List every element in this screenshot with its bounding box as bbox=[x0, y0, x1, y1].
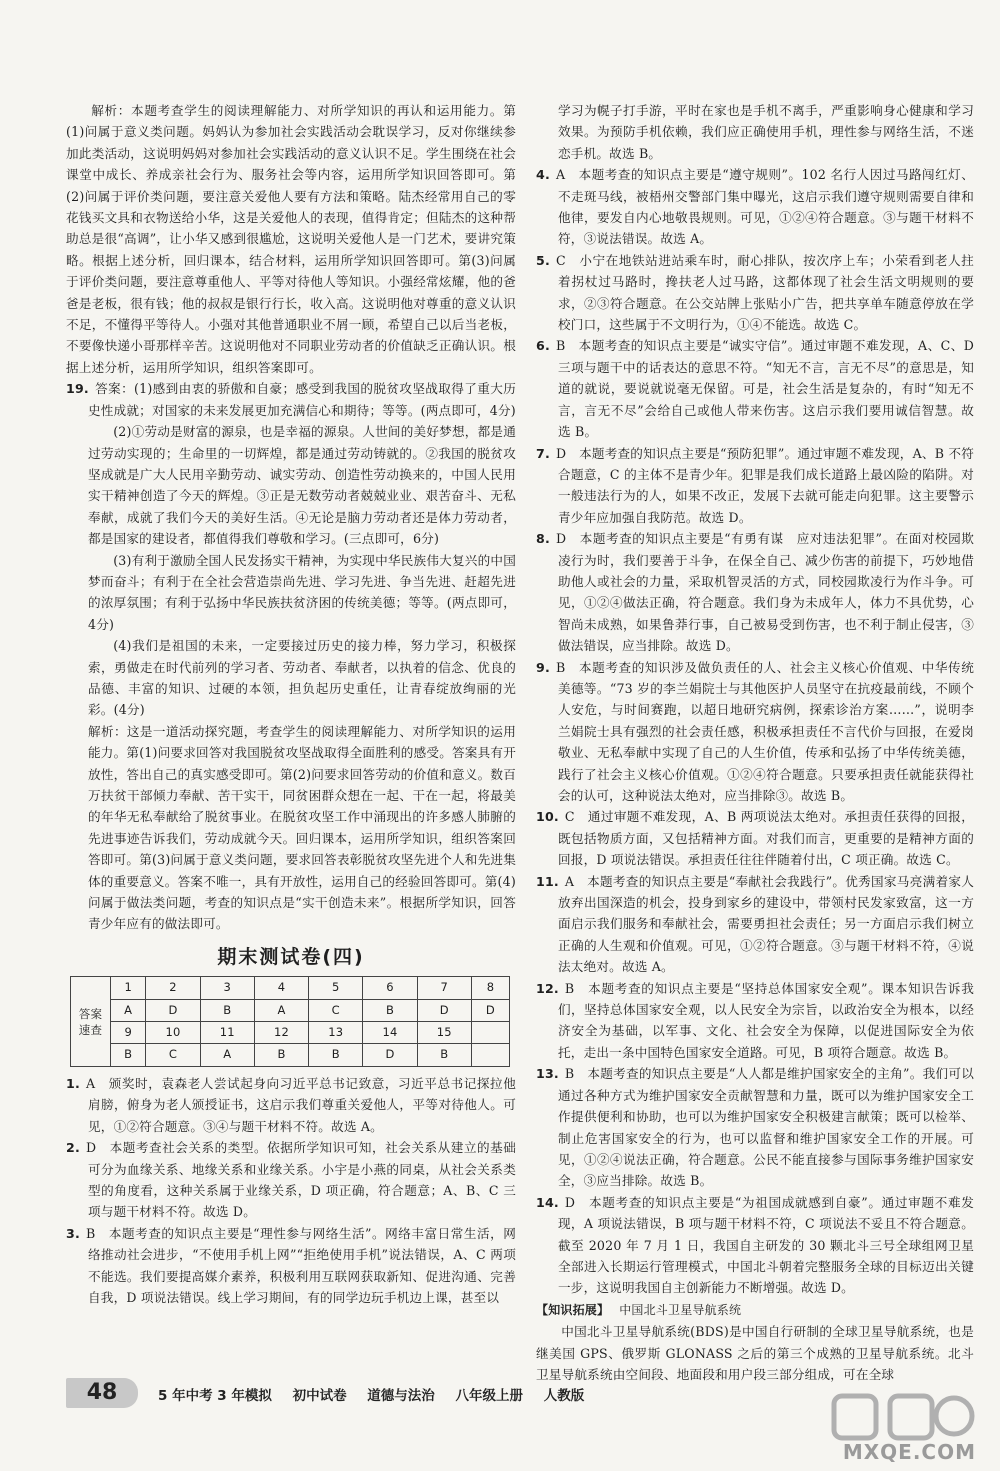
question-2 bbox=[66, 1137, 516, 1223]
table-cell: 2 bbox=[146, 977, 200, 999]
question-8 bbox=[536, 528, 974, 656]
question-text: D 本题考查社会关系的类型。依据所学知识可知，社会关系从建立的基础可分为血缘关系、地缘关系和业缘关系。小宇是小燕的同桌，从社会关系类型的角度看，这种关系属于业缘关系，D 项正确，符合题意；A、B、C 三项与题干材料不符。故选 D。 bbox=[85, 1140, 516, 1220]
question-text: B 本题考查的知识点主要是“坚持总体国家安全观”。课本知识告诉我们，坚持总体国家安全观，以人民安全为宗旨，以政治安全为根本，以经济安全为基础，以军事、文化、社会安全为保障，以促进国际安全为依托，走出一条中国特色国家安全道路。可见，B 项符合题意。故选 B。 bbox=[558, 980, 974, 1060]
table-cell: 7 bbox=[417, 977, 471, 999]
table-cell: B bbox=[254, 1044, 308, 1066]
footer-subject: 道德与法治 bbox=[367, 1388, 435, 1404]
table-row bbox=[71, 1022, 510, 1044]
knowledge-extension-text: 中国北斗卫星导航系统(BDS)是中国自行研制的全球卫星导航系统，也是继美国 GPS、俄罗斯 GLONASS 之后的第三个成熟的卫星导航系统。北斗卫星导航系统由空间段、地面段和用户段三部分组成，可在全球 bbox=[536, 1324, 974, 1382]
section-title: 期末测试卷(四) bbox=[217, 945, 365, 968]
question-number: 12. bbox=[536, 980, 559, 996]
table-cell: 12 bbox=[254, 1022, 308, 1044]
table-row bbox=[71, 1044, 510, 1066]
footer-grade: 八年级上册 bbox=[455, 1388, 523, 1404]
footer-series: 5 年中考 3 年模拟 bbox=[158, 1388, 272, 1404]
question-4 bbox=[536, 164, 974, 250]
question-13 bbox=[536, 1063, 974, 1191]
question-number: 4. bbox=[536, 167, 550, 183]
question-number: 13. bbox=[536, 1066, 559, 1082]
question-number: 11. bbox=[536, 873, 559, 889]
question-number: 10. bbox=[536, 809, 559, 825]
table-cell: 3 bbox=[200, 977, 254, 999]
question-9 bbox=[536, 657, 974, 807]
question-10 bbox=[536, 806, 974, 870]
question-12 bbox=[536, 978, 974, 1064]
question-text: B 本题考查的知识点主要是“诚实守信”。通过审题不难发现，A、C、D 三项与题干中的话表达的意思不符。“知无不言，言无不尽”的意思是，知道的就说，要说就说毫无保留。可是，社会生活是复杂的，有时“知无不言，言无不尽”会给自己或他人带来伤害。这启示我们要用诚信智慧。故选 B。 bbox=[555, 338, 974, 440]
question-number: 6. bbox=[536, 338, 550, 354]
footer-level: 初中试卷 bbox=[292, 1388, 347, 1404]
question-1 bbox=[66, 1073, 516, 1137]
q19-answer-4: (4)我们是祖国的未来，一定要接过历史的接力棒，努力学习，积极探索，勇做走在时代前列的学习者、劳动者、奉献者，以执着的信念、优良的品德、丰富的知识、过硬的本领，担负起历史重任，让青春绽放绚丽的光彩。(4分) bbox=[88, 638, 516, 718]
table-cell: 5 bbox=[309, 977, 363, 999]
page-number: 48 bbox=[66, 1378, 138, 1408]
knowledge-extension-title: 中国北斗卫星导航系统 bbox=[619, 1302, 742, 1317]
table-cell: 14 bbox=[363, 1022, 417, 1044]
question-number: 3. bbox=[66, 1225, 80, 1241]
question-number: 8. bbox=[536, 531, 550, 547]
question-text: D 本题考查的知识点主要是“预防犯罪”。通过审题不难发现，A、B 不符合题意，C 的主体不是青少年。犯罪是我们成长道路上最凶险的陷阱。对一般违法行为的人，如果不改正，发展下去就可能走向犯罪。这主要警示青少年应加强自我防范。故选 D。 bbox=[555, 445, 974, 525]
table-cell: B bbox=[363, 999, 417, 1021]
table-cell: 11 bbox=[200, 1022, 254, 1044]
question-text: B 本题考查的知识点主要是“理性参与网络生活”。网络丰富日常生活，网络推动社会进步，“不使用手机上网”“拒绝使用手机”说法错误，A、C 两项不能选。我们要提高媒介素养，积极利用互联网获取新知、促进沟通、完善自我，D 项说法错误。线上学习期间，有的同学边玩手机边上课，甚至以 bbox=[85, 1225, 516, 1305]
question-text: C 小宁在地铁站进站乘车时，耐心排队，按次序上车；小荣看到老人拄着拐杖过马路时，搀扶老人过马路，这都体现了社会生活文明规则的要求，②③符合题意。在公交站牌上张贴小广告，把共享单车随意停放在学校门口，这些属于不文明行为，①④不能选。故选 C。 bbox=[555, 252, 974, 333]
knowledge-extension-tag: 【知识拓展】 bbox=[536, 1302, 610, 1317]
table-cell: B bbox=[200, 999, 254, 1021]
table-cell: A bbox=[111, 999, 146, 1021]
question-number: 9. bbox=[536, 659, 550, 675]
question-7 bbox=[536, 443, 974, 529]
question-text: A 本题考查的知识点主要是“奉献社会我践行”。优秀国家马亮满着家人放弃出国深造的机会，投身到家乡的建设中，带领村民发家致富，这一方面启示我们服务和奉献社会，需要勇担社会责任；另一方面启示我们树立正确的人生观和价值观。可见，①②符合题意。③与题干材料不符，④说法太绝对。故选 A。 bbox=[558, 873, 974, 975]
table-cell: 15 bbox=[417, 1022, 471, 1044]
q19-answer-1: 答案：(1)感到由衷的骄傲和自豪；感受到我国的脱贫攻坚战取得了重大历史性成就；对国家的未来发展更加充满信心和期待；等等。(两点即可，4分) bbox=[88, 381, 516, 418]
table-cell bbox=[471, 1022, 509, 1044]
watermark-shape bbox=[890, 1396, 932, 1438]
table-cell: 13 bbox=[309, 1022, 363, 1044]
table-cell: A bbox=[254, 999, 308, 1021]
left-column bbox=[66, 100, 516, 1308]
table-cell: D bbox=[363, 1044, 417, 1066]
question-text: B 本题考查的知识涉及做负责任的人、社会主义核心价值观、中华传统美德等。“73 岁的李兰娟院士与其他医护人员坚守在抗疫最前线，不顾个人安危，与时间赛跑，以超日地研究病例，探索诊治方案……”，说明李兰娟院士具有强烈的社会责任感，积极承担责任不言代价与回报，在爱岗敬业、无私奉献中实现了自己的人生价值，传承和弘扬了中华传统美德，践行了社会主义核心价值观。①②④符合题意。只要承担责任就能获得社会的认可，这种说法太绝对，应当排除③。故选 B。 bbox=[555, 659, 974, 803]
analysis-q18: 解析：本题考查学生的阅读理解能力、对所学知识的再认和运用能力。第(1)问属于意义类问题。妈妈认为参加社会实践活动会耽误学习，反对你继续参加此类活动，这说明妈妈对参加社会实践活动的意义认识不足。学生围绕在社会课堂中成长、养成亲社会行为、服务社会等内容，运用所学知识回答即可。第(2)问属于评价类问题，要注意关爱他人要有方法和策略。陆杰经常用自己的零花钱买文具和衣物送给小华，这是关爱他人的表现，值得肯定；但陆杰的这种帮助总是很“高调”，让小华又感到很尴尬，这说明关爱他人是一门艺术，要讲究策略。根据上述分析，回归课本，结合材料，运用所学知识回答即可。第(3)问属于评价类问题，要注意尊重他人、平等对待他人等知识。小强经常炫耀，他的爸爸是老板，很有钱；他的叔叔是银行行长，收入高。这说明他对尊重的意义认识不足，不懂得平等待人。小强对其他普通职业不屑一顾，希望自己以后当老板，不要像快递小哥那样辛苦。这说明他对不同职业劳动者的价值缺乏正确认识。根据上述分析，运用所学知识，组织答案即可。 bbox=[66, 103, 516, 375]
question-6 bbox=[536, 335, 974, 442]
right-column bbox=[536, 100, 974, 1385]
q19-analysis: 解析：这是一道活动探究题，考查学生的阅读理解能力、对所学知识的运用能力。第(1)问要求回答对我国脱贫攻坚战取得全面胜利的感受。答案具有开放性，答出自己的真实感受即可。第(2)问要求回答劳动的价值和意义。数百万扶贫干部倾力奉献、苦干实干，同贫困群众想在一起、干在一起，将最美的年华无私奉献给了脱贫事业。在脱贫攻坚工作中涌现出的许多感人肺腑的先进事迹告诉我们，劳动成就今天。回归课本，运用所学知识，组织答案回答即可。第(3)问属于意义类问题，要求回答表彰脱贫攻坚先进个人和先进集体的重要意义。答案不唯一，具有开放性，运用自己的经验回答即可。第(4)问属于做法类问题，考查的知识点是“实干创造未来”。根据所学知识，回答青少年应有的做法即可。 bbox=[88, 723, 516, 932]
table-cell: C bbox=[146, 1044, 200, 1066]
question-text: D 本题考查的知识点主要是“有勇有谋 应对违法犯罪”。在面对校园欺凌行为时，我们要善于斗争，在保全自己、减少伤害的前提下，巧妙地借助他人或社会的力量，采取机智灵活的方式，同校园欺凌行为作斗争。可见，①②④做法正确，符合题意。我们身为未成年人，体力不具优势，心智尚未成熟，如果鲁莽行事，自己被易受到伤害，也不利于制止侵害，③做法错误，应当排除。故选 D。 bbox=[555, 531, 974, 654]
question-number: 7. bbox=[536, 445, 550, 461]
table-cell: B bbox=[111, 1044, 146, 1066]
table-cell: 10 bbox=[146, 1022, 200, 1044]
answer-table-label: 答案速查 bbox=[71, 977, 111, 1067]
table-cell: B bbox=[417, 1044, 471, 1066]
table-cell: 9 bbox=[111, 1022, 146, 1044]
question-11 bbox=[536, 871, 974, 978]
page-footer bbox=[66, 1378, 766, 1408]
question-text: D 本题考查的知识点主要是“为祖国成就感到自豪”。通过审题不难发现，A 项说法错误，B 项与题干材料不符，C 项说法不妥且不符合题意。截至 2020 年 7 月 1 日，我国自主研发的 30 颗北斗三号全球组网卫星全部进入长期运行管理模式，中国北斗朝着完整服务全球的目标迈出关键一步，这说明我国自主创新能力不断增强。故选 D。 bbox=[558, 1194, 974, 1296]
table-cell: 6 bbox=[363, 977, 417, 999]
footer-info bbox=[158, 1384, 600, 1404]
watermark-shape bbox=[834, 1396, 876, 1438]
question-5 bbox=[536, 250, 974, 336]
table-row bbox=[71, 999, 510, 1021]
table-row bbox=[71, 977, 510, 999]
question-3-continued: 学习为幌子打手游，平时在家也是手机不离手，严重影响身心健康和学习效果。为预防手机依赖，我们应正确使用手机，理性参与网络生活，不迷恋手机。故选 B。 bbox=[558, 103, 974, 161]
table-cell: D bbox=[417, 999, 471, 1021]
q19-answer-3: (3)有利于激励全国人民发扬实干精神，为实现中华民族伟大复兴的中国梦而奋斗；有利于在全社会营造崇尚先进、学习先进、争当先进、赶超先进的浓厚氛围；有利于弘扬中华民族扶贫济困的传统美德；等等。(两点即可，4分) bbox=[88, 552, 516, 632]
table-cell: B bbox=[309, 1044, 363, 1066]
watermark-text: MXQE.COM bbox=[842, 1440, 976, 1464]
question-text: B 本题考查的知识点主要是“人人都是维护国家安全的主角”。我们可以通过各种方式为维护国家安全贡献智慧和力量，既可以为维护国家安全工作提供便利和协助，也可以为维护国家安全积极建言献策；既可以检举、制止危害国家安全的行为，也可以监督和维护国家安全工作的开展。可见，①②④说法正确，符合题意。公民不能直接参与国际事务维护国家安全，③应当排除。故选 B。 bbox=[558, 1066, 974, 1189]
table-cell: 4 bbox=[254, 977, 308, 999]
question-number: 19. bbox=[66, 381, 89, 397]
question-text: A 本题考查的知识点主要是“遵守规则”。102 名行人因过马路闯红灯、不走斑马线，被梧州交警部门集中曝光，这启示我们遵守规则需要自律和他律，要发自内心地敬畏规则。可见，①②④符合题意。③与题干材料不符，③说法错误。故选 A。 bbox=[555, 167, 974, 247]
table-cell bbox=[471, 1044, 509, 1066]
footer-edition: 人教版 bbox=[543, 1388, 585, 1404]
table-cell: D bbox=[146, 999, 200, 1021]
table-cell: A bbox=[200, 1044, 254, 1066]
question-text: C 通过审题不难发现，A、B 两项说法太绝对。承担责任获得的回报，既包括物质方面，又包括精神方面。对我们而言，更重要的是精神方面的回报，D 项说法错误。承担责任往往伴随着付出，C 项正确。故选 C。 bbox=[558, 809, 974, 868]
table-cell: D bbox=[471, 999, 509, 1021]
q19-answer-2: (2)①劳动是财富的源泉，也是幸福的源泉。人世间的美好梦想，都是通过劳动实现的；生命里的一切辉煌，都是通过劳动铸就的。②我国的脱贫攻坚成就是广大人民用辛勤劳动、诚实劳动、创造性劳动换来的，中国人民用实干精神创造了今天的辉煌。③正是无数劳动者兢兢业业、艰苦奋斗、无私奉献，成就了我们今天的美好生活。④无论是脑力劳动者还是体力劳动者，都是国家的建设者，都值得我们尊敬和学习。(三点即可，6分) bbox=[88, 424, 516, 547]
question-14 bbox=[536, 1192, 974, 1299]
watermark-shape bbox=[936, 1398, 972, 1434]
table-cell: C bbox=[309, 999, 363, 1021]
table-cell: 1 bbox=[111, 977, 146, 999]
question-number: 2. bbox=[66, 1140, 80, 1156]
answer-table bbox=[70, 976, 510, 1067]
knowledge-extension-heading bbox=[536, 1299, 974, 1321]
question-text: A 颁奖时，袁森老人尝试起身向习近平总书记致意，习近平总书记探拉他肩膀，俯身为老人颁授证书，这启示我们尊重关爱他人，平等对待他人。可见，①②符合题意。③④与题干材料不符。故选 A。 bbox=[85, 1075, 516, 1134]
question-number: 14. bbox=[536, 1194, 559, 1210]
question-3 bbox=[66, 1223, 516, 1309]
question-number: 1. bbox=[66, 1075, 80, 1091]
question-19 bbox=[66, 378, 516, 421]
question-number: 5. bbox=[536, 252, 550, 268]
table-cell: 8 bbox=[471, 977, 509, 999]
